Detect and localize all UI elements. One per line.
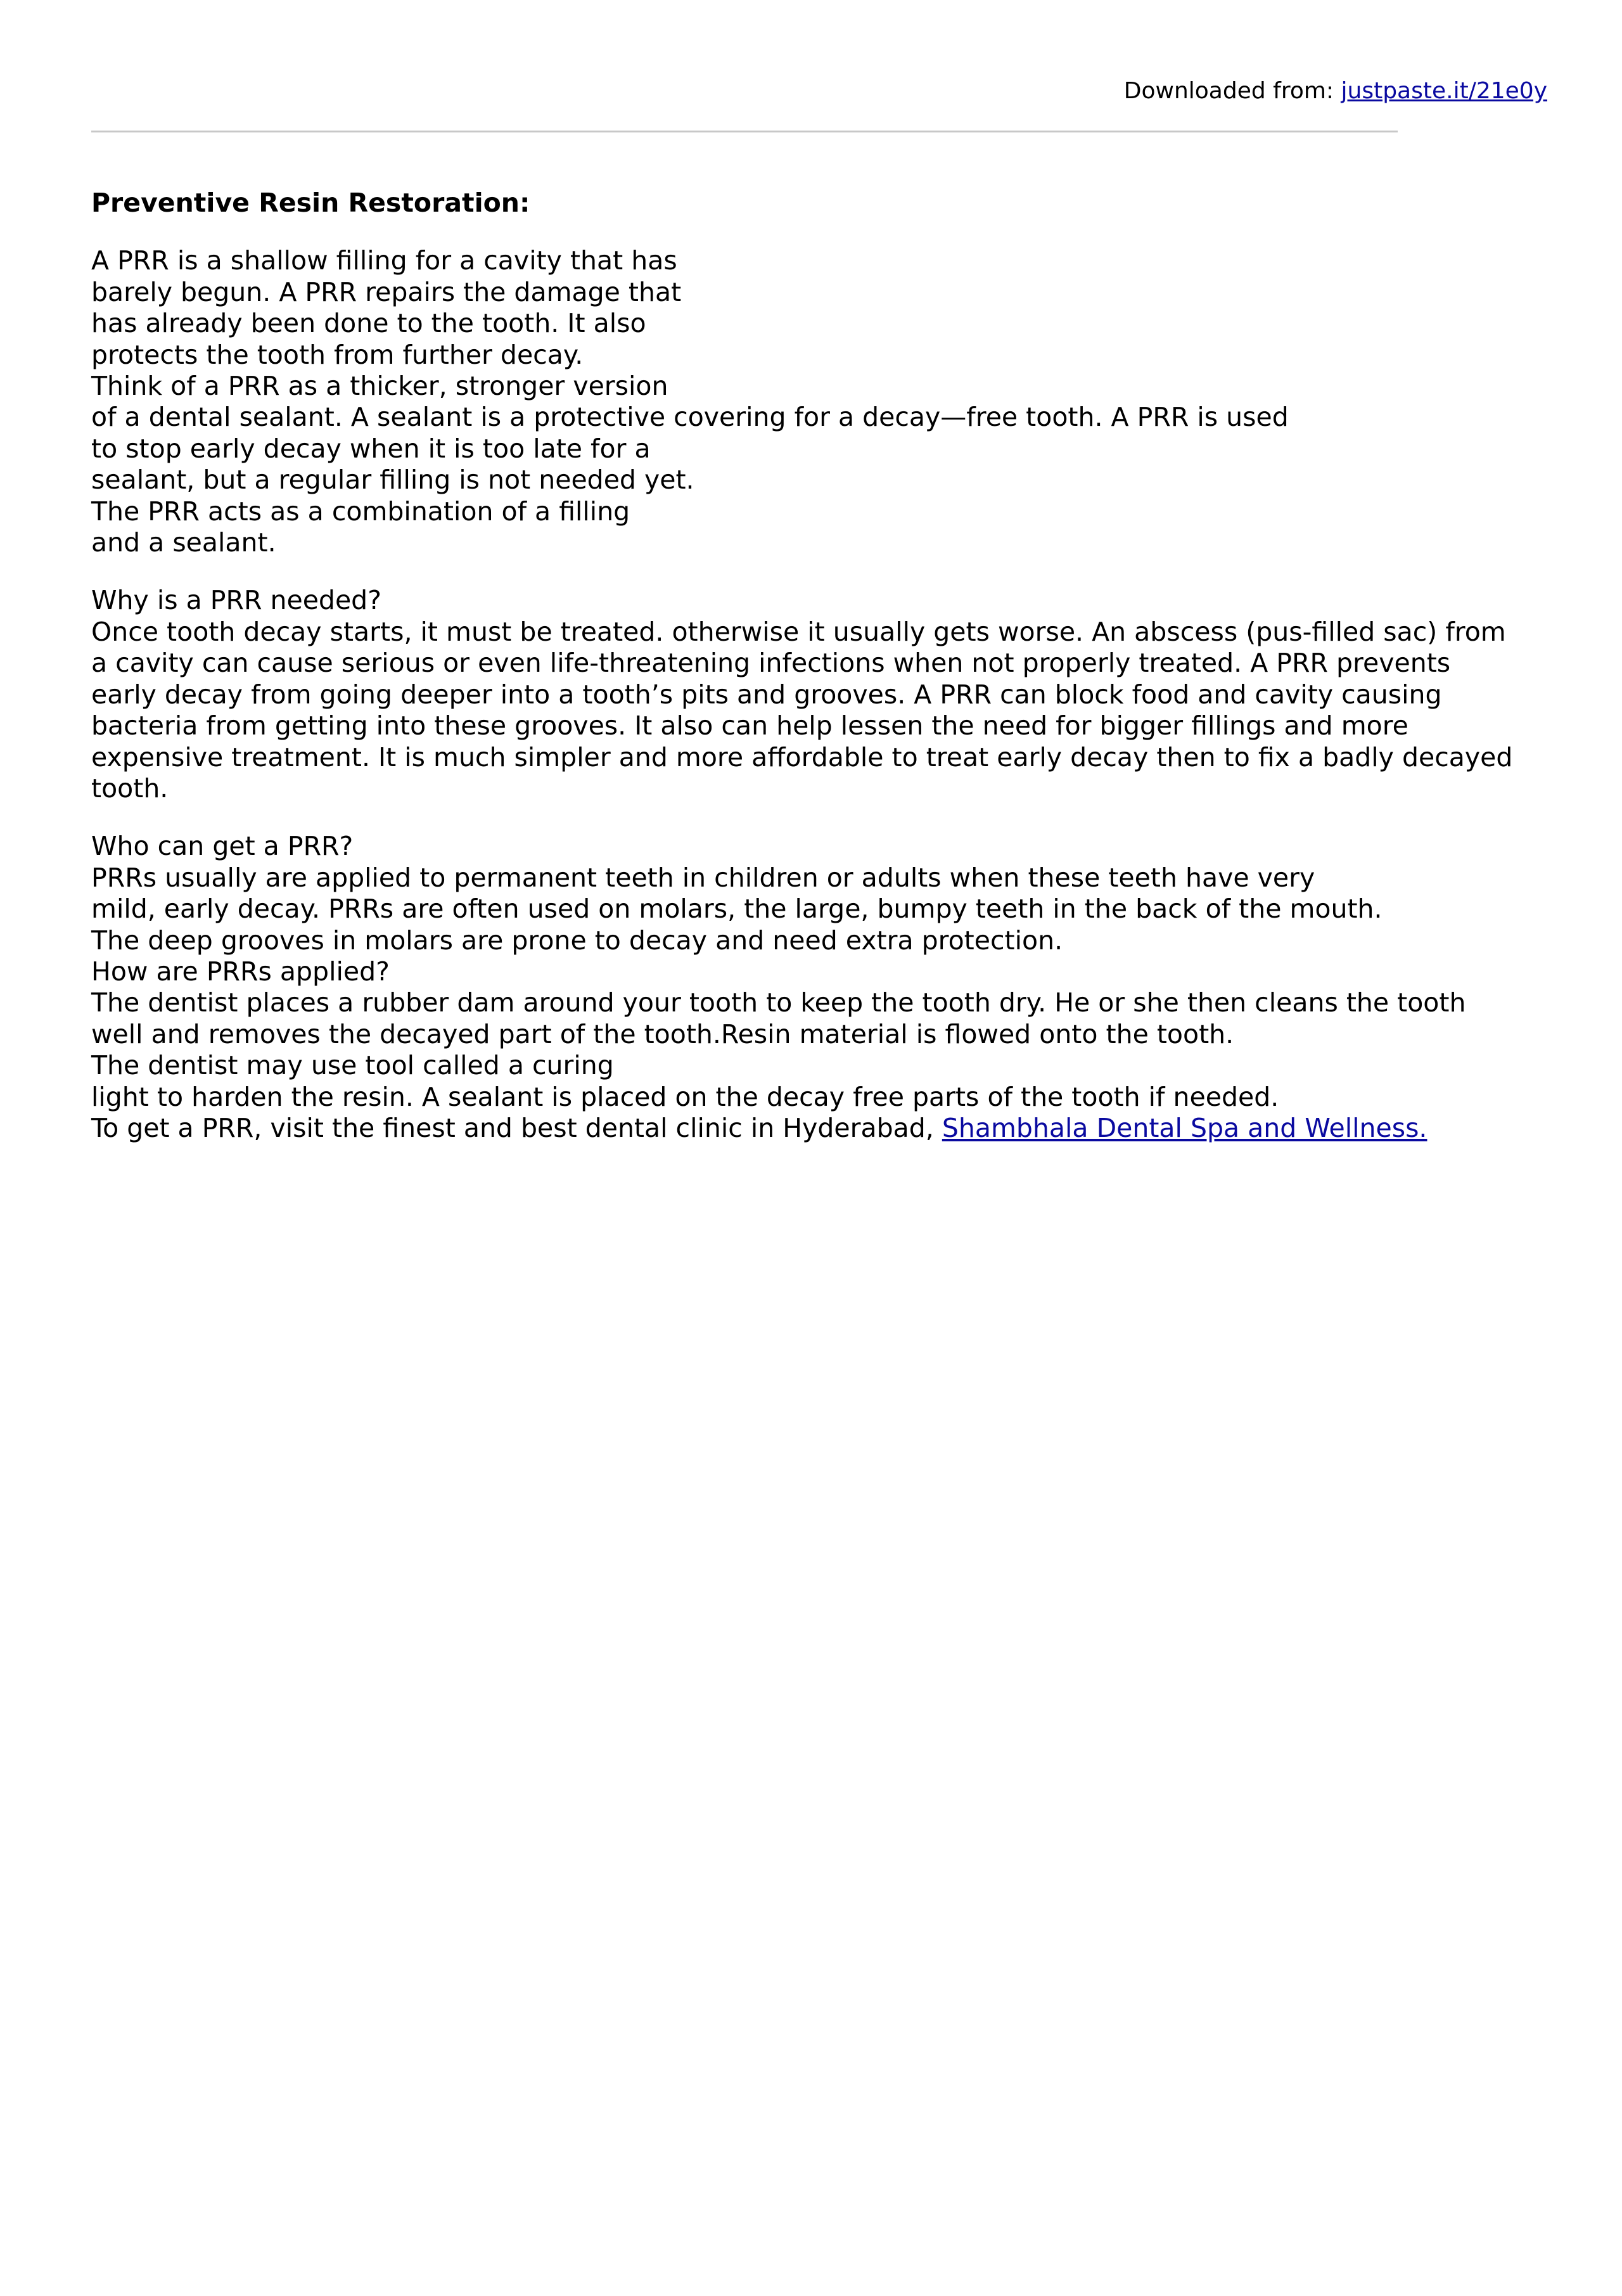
text-line: The PRR acts as a combination of a filling — [91, 496, 630, 527]
text-line: The deep grooves in molars are prone to decay and need extra protection. — [91, 925, 1063, 956]
text-line: protects the tooth from further decay. — [91, 339, 584, 370]
text-line: mild, early decay. PRRs are often used on molars, the large, bumpy teeth in the back of the mouth. — [91, 894, 1383, 925]
text-line: Once tooth decay starts, it must be treated. otherwise it usually gets worse. An abscess (pus-filled sac) from — [91, 616, 1506, 647]
paragraph-intro — [91, 245, 1549, 558]
text-line: barely begun. A PRR repairs the damage that — [91, 276, 682, 307]
text-line: of a dental sealant. A sealant is a protective covering for a decay—free tooth. A PRR is used — [91, 402, 1289, 433]
text-line: PRRs usually are applied to permanent teeth in children or adults when these teeth have very — [91, 862, 1315, 893]
text-line: How are PRRs applied? — [91, 956, 390, 987]
text-line: Why is a PRR needed? — [91, 585, 381, 616]
text-line: Think of a PRR as a thicker, stronger version — [91, 371, 668, 402]
text-line: well and removes the decayed part of the tooth.Resin material is flowed onto the tooth. — [91, 1018, 1234, 1049]
text-line: tooth. — [91, 773, 169, 804]
text-line: The dentist may use tool called a curing — [91, 1050, 614, 1081]
text-line: bacteria from getting into these grooves. It also can help lessen the need for bigger fillings and more — [91, 710, 1408, 741]
text-line: A PRR is a shallow filling for a cavity that has — [91, 245, 677, 276]
header-divider — [91, 131, 1398, 132]
clinic-link[interactable]: Shambhala Dental Spa and Wellness. — [942, 1112, 1427, 1143]
text-line: expensive treatment. It is much simpler and more affordable to treat early decay then to fix a badly decayed — [91, 741, 1513, 773]
text-line: sealant, but a regular filling is not needed yet. — [91, 465, 694, 496]
text-line: The dentist places a rubber dam around your tooth to keep the tooth dry. He or she then cleans the tooth — [91, 987, 1466, 1018]
closing-text: To get a PRR, visit the finest and best dental clinic in Hyderabad, — [91, 1112, 942, 1143]
download-source-link[interactable]: justpaste.it/21e0y — [1341, 78, 1547, 104]
text-line: early decay from going deeper into a tooth’s pits and grooves. A PRR can block food and cavity causing — [91, 679, 1442, 710]
article-body — [91, 188, 1549, 1170]
paragraph-who-can-get — [91, 831, 1549, 1144]
text-line: has already been done to the tooth. It also — [91, 308, 646, 339]
closing-line — [91, 1113, 1549, 1144]
download-source-label: Downloaded from: — [1123, 78, 1341, 104]
text-line: to stop early decay when it is too late for a — [91, 433, 651, 464]
paragraph-why-needed — [91, 585, 1549, 804]
text-line: light to harden the resin. A sealant is placed on the decay free parts of the tooth if needed. — [91, 1081, 1279, 1112]
text-line: Who can get a PRR? — [91, 831, 354, 862]
text-line: and a sealant. — [91, 527, 276, 558]
article-title: Preventive Resin Restoration: — [91, 188, 530, 218]
text-line: a cavity can cause serious or even life-threatening infections when not properly treated. A PRR prevents — [91, 648, 1451, 679]
download-source-header — [1124, 77, 1547, 105]
